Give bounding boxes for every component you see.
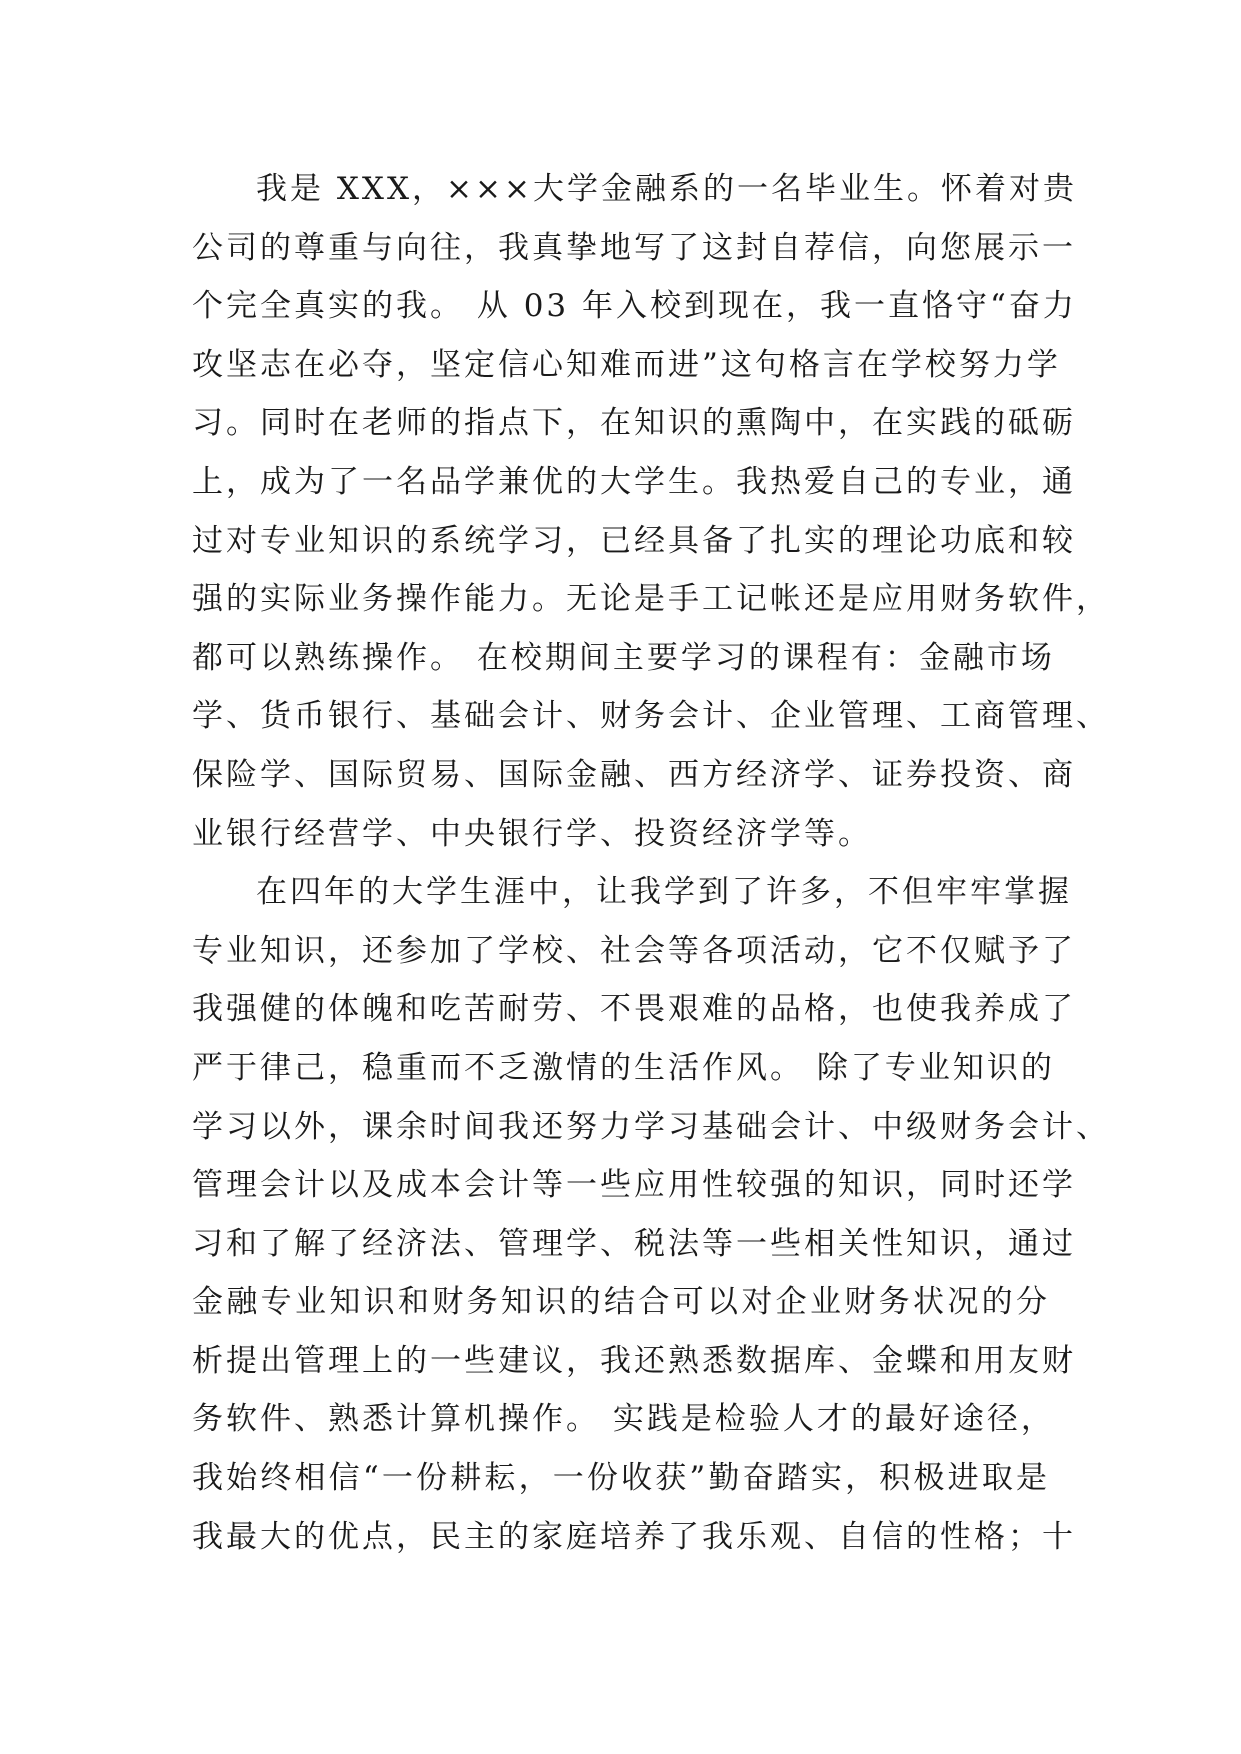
text-line: 习。同时在老师的指点下，在知识的熏陶中，在实践的砥砺 [192, 405, 1076, 442]
document-body [192, 160, 1110, 1566]
text-line: 都可以熟练操作。 在校期间主要学习的课程有：金融市场 [192, 639, 1055, 676]
text-line: 攻坚志在必夺，坚定信心知难而进”这句格言在学校努力学 [192, 346, 1061, 383]
paragraph-1 [192, 160, 1110, 863]
text-line: 严于律己，稳重而不乏激情的生活作风。 除了专业知识的 [192, 1049, 1055, 1086]
text-line: 金融专业知识和财务知识的结合可以对企业财务状况的分 [192, 1284, 1050, 1321]
text-line: 我强健的体魄和吃苦耐劳、不畏艰难的品格，也使我养成了 [192, 991, 1076, 1028]
text-line: 我始终相信“一份耕耘，一份收获”勤奋踏实，积极进取是 [192, 1460, 1050, 1497]
text-line: 过对专业知识的系统学习，已经具备了扎实的理论功底和较 [192, 522, 1076, 559]
text-line: 析提出管理上的一些建议，我还熟悉数据库、金蝶和用友财 [192, 1342, 1076, 1379]
paragraph-2 [192, 863, 1110, 1566]
text-line: 专业知识，还参加了学校、社会等各项活动，它不仅赋予了 [192, 932, 1076, 969]
text-line: 保险学、国际贸易、国际金融、西方经济学、证券投资、商 [192, 756, 1076, 793]
text-line: 个完全真实的我。 从 03 年入校到现在，我一直恪守“奋力 [192, 288, 1077, 325]
text-line: 业银行经营学、中央银行学、投资经济学等。 [192, 815, 872, 852]
text-line: 我是 XXX，×××大学金融系的一名毕业生。怀着对贵 [256, 171, 1077, 207]
text-line: 习和了解了经济法、管理学、税法等一些相关性知识，通过 [192, 1225, 1076, 1262]
text-line: 务软件、熟悉计算机操作。 实践是检验人才的最好途径， [192, 1401, 1055, 1438]
text-line: 公司的尊重与向往，我真挚地写了这封自荐信，向您展示一 [192, 229, 1076, 266]
text-line: 上，成为了一名品学兼优的大学生。我热爱自己的专业，通 [192, 463, 1076, 500]
text-line: 我最大的优点，民主的家庭培养了我乐观、自信的性格；十 [192, 1518, 1076, 1555]
text-line: 学习以外，课余时间我还努力学习基础会计、中级财务会计、 [192, 1108, 1110, 1145]
text-line: 学、货币银行、基础会计、财务会计、企业管理、工商管理、 [192, 698, 1110, 735]
text-line: 在四年的大学生涯中，让我学到了许多，不但牢牢掌握 [256, 874, 1072, 911]
text-line: 强的实际业务操作能力。无论是手工记帐还是应用财务软件， [192, 581, 1110, 618]
text-line: 管理会计以及成本会计等一些应用性较强的知识，同时还学 [192, 1167, 1076, 1204]
